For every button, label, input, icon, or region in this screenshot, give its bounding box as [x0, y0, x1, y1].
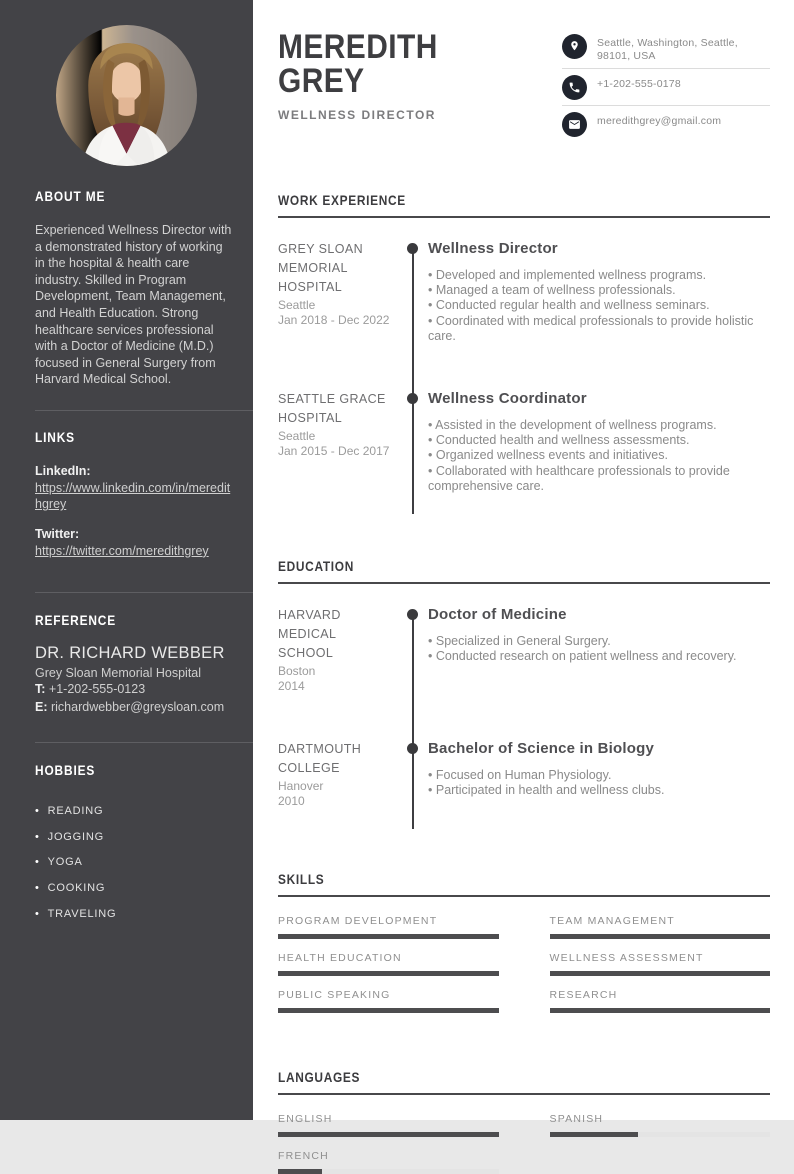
education-bullet: • Specialized in General Surgery.: [428, 634, 770, 649]
company-name: GREY SLOAN MEMORIAL HOSPITAL: [278, 242, 364, 294]
education-entry-detail: [398, 606, 770, 694]
skill-item: [278, 915, 499, 939]
graduation-year: 2010: [278, 794, 305, 809]
language-label: FRENCH: [278, 1150, 329, 1163]
timeline-dot: [407, 393, 418, 404]
skill-bar: [550, 934, 771, 939]
linkedin-link-group: [35, 463, 235, 513]
employment-dates: Jan 2015 - Dec 2017: [278, 444, 390, 459]
about-section: [0, 188, 253, 388]
languages-grid: [278, 1113, 770, 1174]
portrait-photo-illustration: [56, 25, 197, 166]
skills-heading: SKILLS: [278, 871, 770, 897]
hobby-list: [35, 798, 235, 926]
graduation-year: 2014: [278, 679, 305, 694]
skill-item: [278, 989, 499, 1013]
skill-bar: [278, 934, 499, 939]
skill-bar: [550, 971, 771, 976]
employment-dates: Jan 2018 - Dec 2022: [278, 313, 390, 327]
contact-email-row: [562, 106, 770, 142]
hobby-item: • COOKING: [35, 875, 235, 901]
hobbies-heading: HOBBIES: [35, 762, 96, 779]
contact-phone: +1-202-555-0178: [597, 78, 681, 90]
experience-entry-meta: [278, 240, 398, 344]
language-bar: [278, 1132, 499, 1137]
company-name: SEATTLE GRACE HOSPITAL: [278, 392, 386, 426]
person-name: MEREDITH GREY: [278, 28, 438, 100]
reference-email-label: E:: [35, 699, 48, 714]
skill-item: [550, 989, 771, 1013]
languages-heading: LANGUAGES: [278, 1069, 770, 1095]
experience-entry: [278, 240, 770, 344]
hobby-item: • READING: [35, 798, 235, 824]
twitter-link-group: [35, 526, 235, 560]
language-label: SPANISH: [549, 1113, 604, 1126]
work-experience-heading: WORK EXPERIENCE: [278, 192, 770, 218]
location-pin-icon: [562, 34, 587, 59]
skill-item: [550, 952, 771, 976]
sidebar-divider: [35, 742, 253, 743]
skill-label: RESEARCH: [549, 989, 618, 1002]
about-heading: ABOUT ME: [35, 188, 106, 204]
timeline-dot: [407, 243, 418, 254]
reference-phone-label: T:: [35, 682, 46, 697]
twitter-url[interactable]: https://twitter.com/meredithgrey: [35, 543, 209, 558]
contact-block: [562, 28, 770, 142]
timeline-dot: [407, 609, 418, 620]
sidebar: [0, 0, 253, 1120]
sidebar-divider: [35, 592, 253, 593]
skill-item: [550, 915, 771, 939]
hobby-item: • YOGA: [35, 850, 235, 876]
role-title: Wellness Director: [428, 240, 558, 257]
about-text: Experienced Wellness Director with a demonstrated history of working in the hospital & health care industry. Skilled in Program Development, Team Management, and Health Education. Strong healthcare services professional with a Doctor of Medicine (M.D.) focused in General Surgery from Harvard Medical School.: [35, 223, 232, 387]
skills-section: [278, 871, 770, 1013]
experience-bullet: • Assisted in the development of wellness programs.: [428, 418, 770, 433]
linkedin-label: LinkedIn:: [35, 463, 91, 478]
experience-entry: [278, 390, 770, 494]
school-location: Boston: [278, 664, 316, 679]
contact-phone-row: [562, 69, 770, 106]
work-experience-section: [278, 192, 770, 494]
school-name: HARVARD MEDICAL SCHOOL: [278, 608, 341, 661]
company-location: Seattle: [278, 429, 316, 444]
person-job-title: WELLNESS DIRECTOR: [278, 108, 436, 122]
experience-bullet: • Conducted regular health and wellness seminars.: [428, 298, 770, 313]
name-block: [278, 30, 488, 142]
education-heading: EDUCATION: [278, 558, 770, 584]
skill-label: WELLNESS ASSESSMENT: [549, 952, 704, 965]
linkedin-url[interactable]: https://www.linkedin.com/in/meredithgrey: [35, 480, 231, 512]
reference-section: [0, 612, 253, 715]
education-bullet: • Conducted research on patient wellness and recovery.: [428, 649, 770, 664]
contact-location: Seattle, Washington, Seattle, 98101, USA: [597, 37, 738, 62]
sidebar-divider: [35, 410, 253, 411]
role-title: Wellness Coordinator: [428, 390, 587, 408]
language-item: [278, 1150, 499, 1174]
experience-entry-detail: [398, 390, 770, 494]
work-experience-timeline: [278, 240, 770, 494]
skill-bar: [278, 1008, 499, 1013]
reference-email: E: richardwebber@greysloan.com: [35, 699, 225, 714]
experience-bullet: • Coordinated with medical professionals to provide holistic care.: [428, 314, 770, 344]
experience-bullet: • Collaborated with healthcare professionals to provide comprehensive care.: [428, 464, 770, 494]
hobbies-section: [0, 762, 253, 926]
skills-grid: [278, 915, 770, 1013]
education-entry-detail: [398, 740, 770, 809]
experience-bullet: • Organized wellness events and initiatives.: [428, 448, 770, 463]
main-content: [253, 0, 794, 1163]
school-name: DARTMOUTH COLLEGE: [278, 742, 362, 776]
skill-item: [278, 952, 499, 976]
links-heading: LINKS: [35, 428, 75, 445]
education-section: [278, 558, 770, 809]
experience-bullet: • Managed a team of wellness professionals.: [428, 283, 770, 298]
experience-entry-meta: [278, 390, 398, 494]
company-location: Seattle: [278, 298, 316, 312]
skill-label: PUBLIC SPEAKING: [278, 989, 391, 1002]
avatar: [56, 25, 197, 166]
twitter-label: Twitter:: [35, 526, 80, 541]
degree-title: Bachelor of Science in Biology: [428, 740, 655, 758]
contact-location-row: [562, 28, 770, 69]
header: [278, 0, 770, 142]
reference-phone: T: +1-202-555-0123: [35, 682, 146, 697]
language-bar: [550, 1132, 771, 1137]
education-bullet: • Participated in health and wellness clubs.: [428, 783, 770, 798]
timeline-dot: [407, 743, 418, 754]
skill-bar: [278, 971, 499, 976]
reference-organization: Grey Sloan Memorial Hospital: [35, 666, 202, 681]
skill-bar: [550, 1008, 771, 1013]
experience-entry-detail: [398, 240, 770, 344]
language-bar: [278, 1169, 499, 1174]
phone-icon: [562, 75, 587, 100]
reference-heading: REFERENCE: [35, 612, 117, 629]
skill-label: HEALTH EDUCATION: [278, 952, 402, 965]
skill-label: TEAM MANAGEMENT: [549, 915, 675, 928]
envelope-icon: [562, 112, 587, 137]
hobby-item: • TRAVELING: [35, 901, 235, 927]
hobby-item: • JOGGING: [35, 824, 235, 850]
languages-section: [278, 1069, 770, 1174]
language-label: ENGLISH: [278, 1113, 333, 1126]
reference-name: DR. RICHARD WEBBER: [35, 644, 225, 663]
degree-title: Doctor of Medicine: [428, 606, 567, 624]
experience-bullet: • Developed and implemented wellness programs.: [428, 268, 770, 283]
language-item: [550, 1113, 771, 1137]
education-entry-meta: [278, 606, 398, 694]
education-entry: [278, 606, 770, 694]
contact-email[interactable]: meredithgrey@gmail.com: [597, 115, 722, 127]
education-entry-meta: [278, 740, 398, 809]
links-section: [0, 429, 253, 560]
skill-label: PROGRAM DEVELOPMENT: [278, 915, 438, 928]
education-bullet: • Focused on Human Physiology.: [428, 768, 770, 783]
school-location: Hanover: [278, 779, 324, 794]
education-entry: [278, 740, 770, 809]
education-timeline: [278, 606, 770, 809]
experience-bullet: • Conducted health and wellness assessments.: [428, 433, 770, 448]
language-item: [278, 1113, 499, 1137]
